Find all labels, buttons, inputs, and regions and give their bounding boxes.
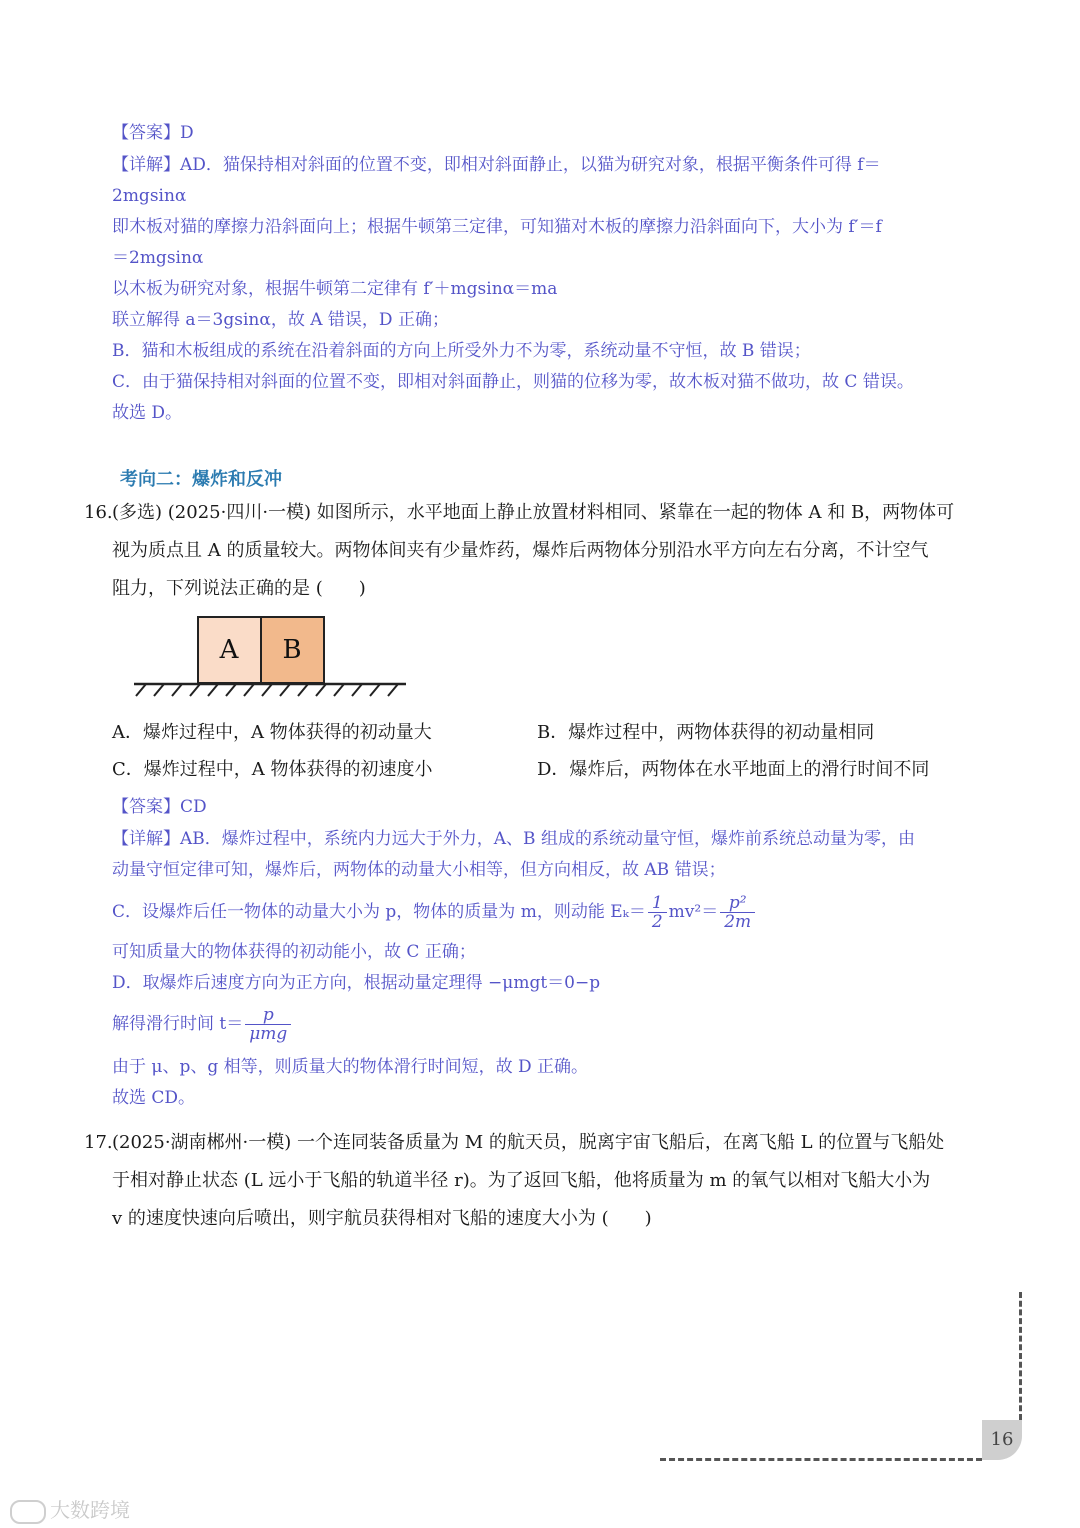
detail-16-line1: 【详解】AB．爆炸过程中，系统内力远大于外力，A、B 组成的系统动量守恒，爆炸前系统总动量为零，由	[112, 829, 915, 849]
watermark-text: 大数跨境	[50, 1498, 130, 1522]
fraction-numerator: p²	[720, 894, 755, 913]
watermark-logo-icon	[10, 1500, 46, 1524]
page-number: 16	[982, 1420, 1022, 1460]
detail-16-line6	[112, 1000, 293, 1048]
fraction-p-over-mumg	[245, 1006, 291, 1043]
detail-16-line2: 动量守恒定律可知，爆炸后，两物体的动量大小相等，但方向相反，故 AB 错误；	[112, 860, 726, 880]
option-d: D．爆炸后，两物体在水平地面上的滑行时间不同	[537, 759, 930, 780]
question-16-line3: 阻力，下列说法正确的是 ( )	[112, 578, 366, 599]
fraction-numerator: 1	[648, 894, 667, 913]
detail-15-line2: 2mgsinα	[112, 186, 187, 206]
ground-hatching	[136, 684, 398, 696]
detail-16-line4: 可知质量大的物体获得的初动能小，故 C 正确；	[112, 942, 476, 962]
detail-16-line3	[112, 888, 757, 936]
detail-15-line1: 【详解】AD．猫保持相对斜面的位置不变，即相对斜面静止，以猫为研究对象，根据平衡条件可得 f＝	[112, 155, 881, 175]
question-16-line2: 视为质点且 A 的质量较大。两物体间夹有少量炸药，爆炸后两物体分别沿水平方向左右分离，不计空气	[112, 540, 929, 561]
question-16	[84, 494, 1014, 608]
detail-16-line8: 故选 CD。	[112, 1088, 196, 1108]
fraction-denominator: 2m	[724, 912, 752, 932]
page-border-vertical	[1019, 1292, 1022, 1420]
fraction-numerator: p	[245, 1006, 291, 1025]
question-17-line2: 于相对静止状态 (L 远小于飞船的轨道半径 r)。为了返回飞船，他将质量为 m 的氧气以相对飞船大小为	[112, 1170, 931, 1191]
fraction-denominator: 2	[651, 912, 663, 932]
watermark	[10, 1494, 130, 1524]
block-b-label: B	[282, 635, 302, 665]
detail-15-line6: 联立解得 a＝3gsinα，故 A 错误，D 正确；	[112, 310, 449, 330]
detail-16-line5: D．取爆炸后速度方向为正方向，根据动量定理得 −μmgt＝0−p	[112, 973, 601, 993]
detail-15-line4: ＝2mgsinα	[112, 248, 204, 268]
question-17	[84, 1124, 1014, 1238]
page-border-horizontal	[660, 1458, 982, 1461]
detail-15-line8: C．由于猫保持相对斜面的位置不变，即相对斜面静止，则猫的位移为零，故木板对猫不做功，故 C 错误。	[112, 372, 914, 392]
option-b: B．爆炸过程中，两物体获得的初动量相同	[537, 722, 875, 743]
detail-16-line3-text: C．设爆炸后任一物体的动量大小为 p，物体的质量为 m，则动能 Eₖ＝	[112, 902, 646, 922]
detail-16-line3-mid: mv²＝	[668, 902, 719, 922]
answer-label-16: 【答案】CD	[112, 797, 207, 817]
question-17-line1: (2025·湖南郴州·一模) 一个连同装备质量为 M 的航天员，脱离宇宙飞船后，在离飞船 L 的位置与飞船处	[112, 1132, 945, 1153]
detail-16-line7: 由于 μ、p、g 相等，则质量大的物体滑行时间短，故 D 正确。	[112, 1057, 589, 1077]
option-c: C．爆炸过程中，A 物体获得的初速度小	[112, 759, 433, 780]
question-16-line1: (多选) (2025·四川·一模) 如图所示，水平地面上静止放置材料相同、紧靠在一起的物体 A 和 B，两物体可	[112, 502, 955, 523]
detail-16-line6-text: 解得滑行时间 t＝	[112, 1014, 244, 1034]
detail-15-line3: 即木板对猫的摩擦力沿斜面向上；根据牛顿第三定律，可知猫对木板的摩擦力沿斜面向下，大小为 f′＝f	[112, 217, 882, 237]
detail-15-line9: 故选 D。	[112, 403, 183, 423]
question-number: 16.	[84, 502, 113, 523]
answer-label-15: 【答案】D	[112, 123, 194, 143]
detail-15-line5: 以木板为研究对象，根据牛顿第二定律有 f′＋mgsinα＝ma	[112, 279, 558, 299]
section-heading: 考向二：爆炸和反冲	[120, 469, 282, 490]
block-a-label: A	[219, 635, 239, 665]
fraction-p2-over-2m	[720, 894, 755, 931]
option-a: A．爆炸过程中，A 物体获得的初动量大	[112, 722, 432, 743]
fraction-one-half	[648, 894, 667, 931]
fraction-denominator: μmg	[249, 1024, 288, 1044]
blocks-figure	[130, 612, 410, 702]
question-17-line3: v 的速度快速向后喷出，则宇航员获得相对飞船的速度大小为 ( )	[112, 1208, 652, 1229]
detail-15-line7: B．猫和木板组成的系统在沿着斜面的方向上所受外力不为零，系统动量不守恒，故 B 错误；	[112, 341, 811, 361]
question-number: 17.	[84, 1132, 113, 1153]
